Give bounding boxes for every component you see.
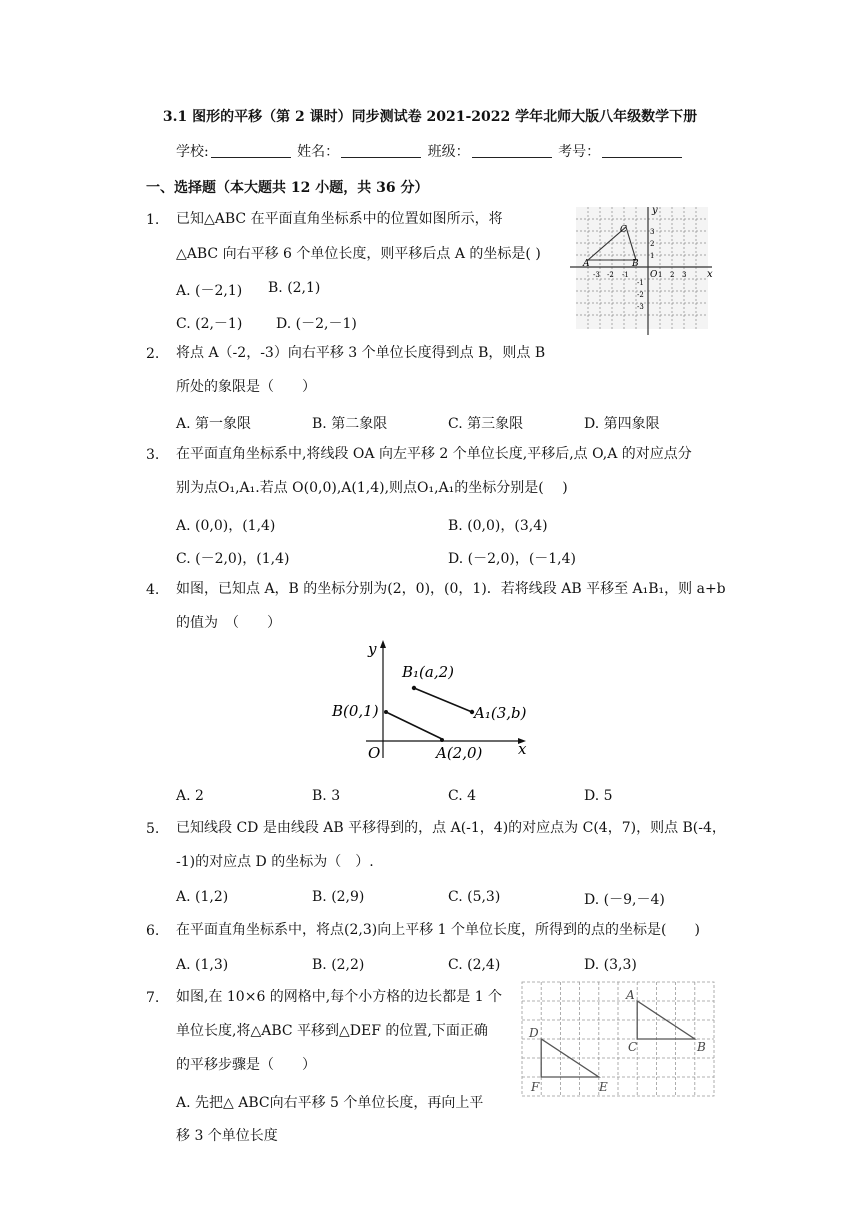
page-title: 3.1 图形的平移（第 2 课时）同步测试卷 2021-2022 学年北师大版八年级数学下册	[162, 109, 698, 125]
q1-point-c: C	[620, 225, 627, 235]
q1-xtick-neg2: -2	[607, 271, 614, 279]
question-7-line3: 的平移步骤是（ ）	[176, 1057, 316, 1073]
question-3-option-d[interactable]: D. (－2,0)，(－1,4)	[448, 551, 577, 567]
question-7-option-a-line1[interactable]: A. 先把△ ABC向右平移 5 个单位长度，再向上平	[176, 1095, 484, 1111]
q4-point-a	[440, 738, 444, 742]
question-5-line1: 已知线段 CD 是由线段 AB 平移得到的，点 A(-1，4)的对应点为 C(4，7)，则点 B(-4，	[176, 820, 726, 836]
question-3-option-b[interactable]: B. (0,0)，(3,4)	[448, 518, 548, 534]
question-2-number: 2.	[146, 346, 160, 362]
question-4-option-c[interactable]: C. 4	[448, 788, 477, 804]
q1-y-label: y	[652, 205, 658, 216]
class-blank[interactable]	[472, 143, 552, 158]
q4-point-b	[384, 710, 388, 714]
question-3-line1: 在平面直角坐标系中,将线段 OA 向左平移 2 个单位长度,平移后,点 O,A 的对应点分	[176, 446, 692, 462]
q1-ytick-neg1: -1	[637, 279, 644, 287]
question-1-option-d[interactable]: D. (－2,－1)	[276, 316, 357, 332]
question-1-option-b[interactable]: B. (2,1)	[268, 280, 321, 296]
q1-xtick-3: 3	[682, 271, 687, 279]
question-3-option-c[interactable]: C. (－2,0)，(1,4)	[176, 551, 290, 567]
q7-label-c: C	[628, 1040, 638, 1054]
q4-x-label: x	[518, 740, 527, 758]
q1-xtick-neg1: -1	[622, 271, 629, 279]
q1-xtick-1: 1	[658, 271, 663, 279]
question-4-option-d[interactable]: D. 5	[584, 788, 613, 804]
question-4-line2: 的值为 （ ）	[176, 615, 281, 631]
question-1-option-a[interactable]: A. (－2,1)	[176, 283, 243, 299]
q7-label-f: F	[531, 1080, 540, 1094]
class-label: 班级：	[427, 144, 470, 160]
question-5-number: 5.	[146, 821, 160, 837]
section-heading: 一、选择题（本大题共 12 小题，共 36 分）	[146, 180, 429, 196]
question-2-line2: 所处的象限是（ ）	[176, 379, 316, 395]
q4-y-label: y	[368, 640, 377, 658]
question-6-line1: 在平面直角坐标系中，将点(2,3)向上平移 1 个单位长度，所得到的点的坐标是( )	[176, 922, 700, 938]
question-4-line1: 如图，已知点 A，B 的坐标分别为(2，0)，(0，1)．若将线段 AB 平移至 A₁B₁，则 a+b	[176, 581, 726, 597]
q7-triangle-abc	[637, 1001, 695, 1039]
question-2-option-a[interactable]: A. 第一象限	[176, 416, 252, 432]
question-1-line2: △ABC 向右平移 6 个单位长度，则平移后点 A 的坐标是( )	[176, 246, 541, 262]
q1-point-b: B	[632, 259, 639, 269]
q1-ytick-2: 2	[650, 240, 655, 248]
question-5-option-b[interactable]: B. (2,9)	[312, 889, 365, 905]
q4-label-b1: B₁(a,2)	[402, 663, 454, 681]
q1-ytick-3: 3	[650, 228, 655, 236]
question-4-option-b[interactable]: B. 3	[312, 788, 341, 804]
name-blank[interactable]	[341, 143, 421, 158]
question-1-line1: 已知△ABC 在平面直角坐标系中的位置如图所示，将	[176, 211, 503, 227]
school-label: 学校:	[176, 144, 209, 160]
q1-point-a: A	[583, 259, 590, 269]
question-4-option-a[interactable]: A. 2	[176, 788, 204, 804]
q4-segment-ab	[386, 712, 442, 739]
question-4-figure	[326, 636, 536, 762]
question-6-number: 6.	[146, 923, 160, 939]
question-7-line1: 如图,在 10×6 的网格中,每个小方格的边长都是 1 个	[176, 989, 503, 1005]
question-2-option-d[interactable]: D. 第四象限	[584, 416, 660, 432]
question-7-number: 7.	[146, 990, 160, 1006]
question-7-line2: 单位长度,将△ABC 平移到△DEF 的位置,下面正确	[176, 1023, 488, 1039]
exam-no-label: 考号：	[558, 144, 601, 160]
q1-xtick-2: 2	[670, 271, 675, 279]
q1-ytick-neg2: -2	[637, 291, 644, 299]
question-3-option-a[interactable]: A. (0,0)，(1,4)	[176, 518, 276, 534]
question-2-line1: 将点 A（-2，-3）向右平移 3 个单位长度得到点 B，则点 B	[176, 345, 546, 361]
question-2-option-c[interactable]: C. 第三象限	[448, 416, 524, 432]
question-1-option-c[interactable]: C. (2,－1)	[176, 316, 243, 332]
q4-label-a1: A₁(3,b)	[474, 704, 527, 722]
question-1-figure	[566, 205, 716, 337]
q1-xtick-neg3: -3	[593, 271, 600, 279]
q1-ytick-neg3: -3	[637, 303, 644, 311]
question-7-figure	[520, 980, 716, 1098]
question-5-option-c[interactable]: C. (5,3)	[448, 889, 501, 905]
q1-x-label: x	[707, 269, 713, 280]
q7-label-b: B	[697, 1040, 706, 1054]
q4-segment-a1b1	[414, 688, 472, 712]
question-3-line2: 别为点O₁,A₁.若点 O(0,0),A(1,4),则点O₁,A₁的坐标分别是( )	[176, 480, 568, 496]
q4-origin: O	[368, 744, 381, 762]
q7-label-d: D	[529, 1026, 539, 1040]
student-info-line	[176, 141, 684, 161]
question-6-option-d[interactable]: D. (3,3)	[584, 957, 637, 973]
question-5-option-a[interactable]: A. (1,2)	[176, 889, 229, 905]
question-3-number: 3.	[146, 447, 160, 463]
q7-label-e: E	[599, 1080, 608, 1094]
q1-ytick-1: 1	[650, 252, 655, 260]
q7-label-a: A	[626, 988, 635, 1002]
q4-label-b: B(0,1)	[332, 702, 379, 720]
question-6-option-c[interactable]: C. (2,4)	[448, 957, 501, 973]
question-1-number: 1.	[146, 212, 160, 228]
school-blank[interactable]	[211, 143, 291, 158]
q1-origin: O	[650, 270, 658, 280]
question-4-number: 4.	[146, 582, 160, 598]
q4-y-arrow	[380, 640, 386, 648]
question-6-option-a[interactable]: A. (1,3)	[176, 957, 229, 973]
question-7-option-a-line2[interactable]: 移 3 个单位长度	[176, 1128, 278, 1144]
question-6-option-b[interactable]: B. (2,2)	[312, 957, 365, 973]
question-2-option-b[interactable]: B. 第二象限	[312, 416, 388, 432]
q4-label-a: A(2,0)	[436, 744, 483, 762]
q4-point-b1	[412, 686, 416, 690]
question-5-line2: -1)的对应点 D 的坐标为（ ）.	[176, 854, 374, 870]
exam-no-blank[interactable]	[602, 143, 682, 158]
name-label: 姓名：	[297, 144, 340, 160]
question-5-option-d[interactable]: D. (－9,－4)	[584, 892, 665, 908]
